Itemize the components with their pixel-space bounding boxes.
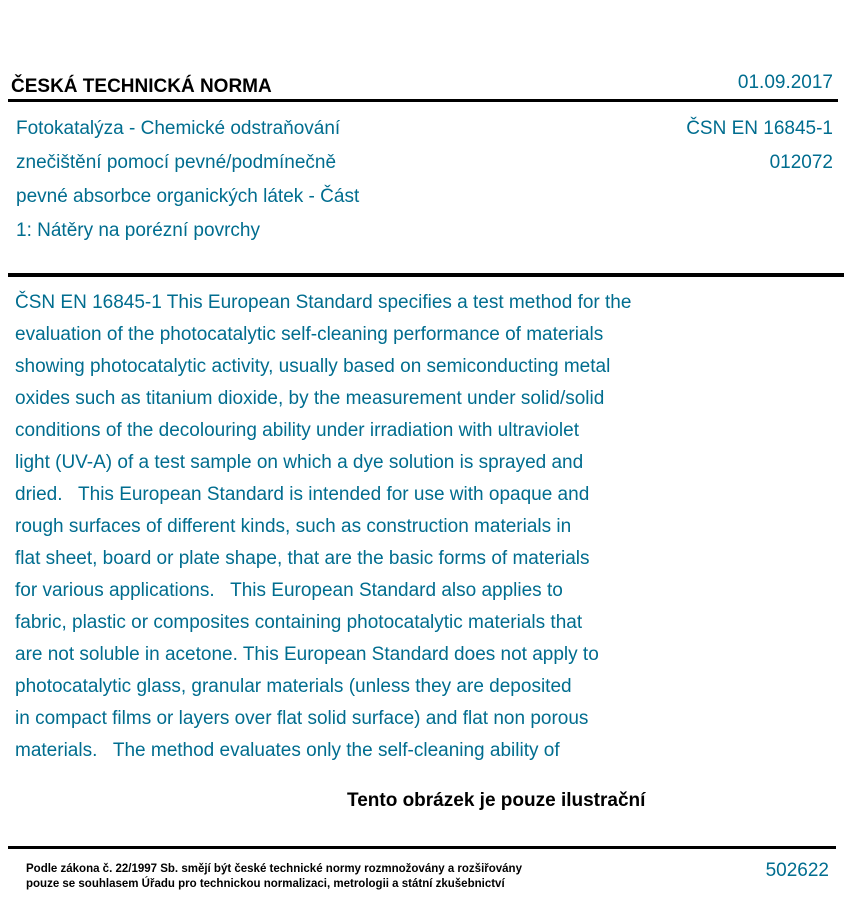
abstract-line: flat sheet, board or plate shape, that are the basic forms of materials — [15, 548, 590, 569]
abstract-line: oxides such as titanium dioxide, by the measurement under solid/solid — [15, 388, 605, 409]
norm-number: ČSN EN 16845-1 — [686, 118, 833, 139]
title-line: Fotokatalýza - Chemické odstraňování — [16, 118, 341, 139]
catalog-number: 012072 — [769, 152, 833, 173]
footer-document-number: 502622 — [765, 860, 829, 881]
footer-line: Podle zákona č. 22/1997 Sb. smějí být české technické normy rozmnožovány a rozšiřovány — [26, 863, 522, 875]
abstract-line: for various applications. This European Standard also applies to — [15, 580, 563, 601]
abstract-line: conditions of the decolouring ability under irradiation with ultraviolet — [15, 420, 579, 441]
bottom-divider — [8, 846, 836, 849]
abstract-line: ČSN EN 16845-1 This European Standard specifies a test method for the — [15, 292, 632, 313]
document-title — [16, 112, 436, 248]
abstract-line: evaluation of the photocatalytic self-cleaning performance of materials — [15, 324, 604, 345]
abstract-line: showing photocatalytic activity, usually based on semiconducting metal — [15, 356, 611, 377]
abstract-line: light (UV-A) of a test sample on which a dye solution is sprayed and — [15, 452, 584, 473]
title-line: znečištění pomocí pevné/podmínečně — [16, 152, 337, 173]
top-divider — [8, 99, 838, 102]
document-header-title: ČESKÁ TECHNICKÁ NORMA — [11, 76, 272, 97]
abstract-line: in compact films or layers over flat solid surface) and flat non porous — [15, 708, 589, 729]
abstract-line: are not soluble in acetone. This European Standard does not apply to — [15, 644, 599, 665]
abstract-line: materials. The method evaluates only the self-cleaning ability of — [15, 740, 560, 761]
publication-date: 01.09.2017 — [737, 72, 833, 93]
abstract-line: photocatalytic glass, granular materials (unless they are deposited — [15, 676, 572, 697]
norm-identifier — [686, 112, 833, 180]
abstract-line: dried. This European Standard is intended for use with opaque and — [15, 484, 590, 505]
title-line: 1: Nátěry na porézní povrchy — [16, 220, 260, 241]
abstract-line: rough surfaces of different kinds, such as construction materials in — [15, 516, 572, 537]
footer-line: pouze se souhlasem Úřadu pro technickou normalizaci, metrologii a státní zkušebnictví — [26, 878, 505, 890]
illustration-notice: Tento obrázek je pouze ilustrační — [347, 790, 646, 811]
abstract-text — [15, 287, 745, 767]
title-line: pevné absorbce organických látek - Část — [16, 186, 360, 207]
abstract-line: fabric, plastic or composites containing photocatalytic materials that — [15, 612, 583, 633]
legal-footer — [26, 862, 522, 892]
middle-divider — [8, 273, 844, 277]
